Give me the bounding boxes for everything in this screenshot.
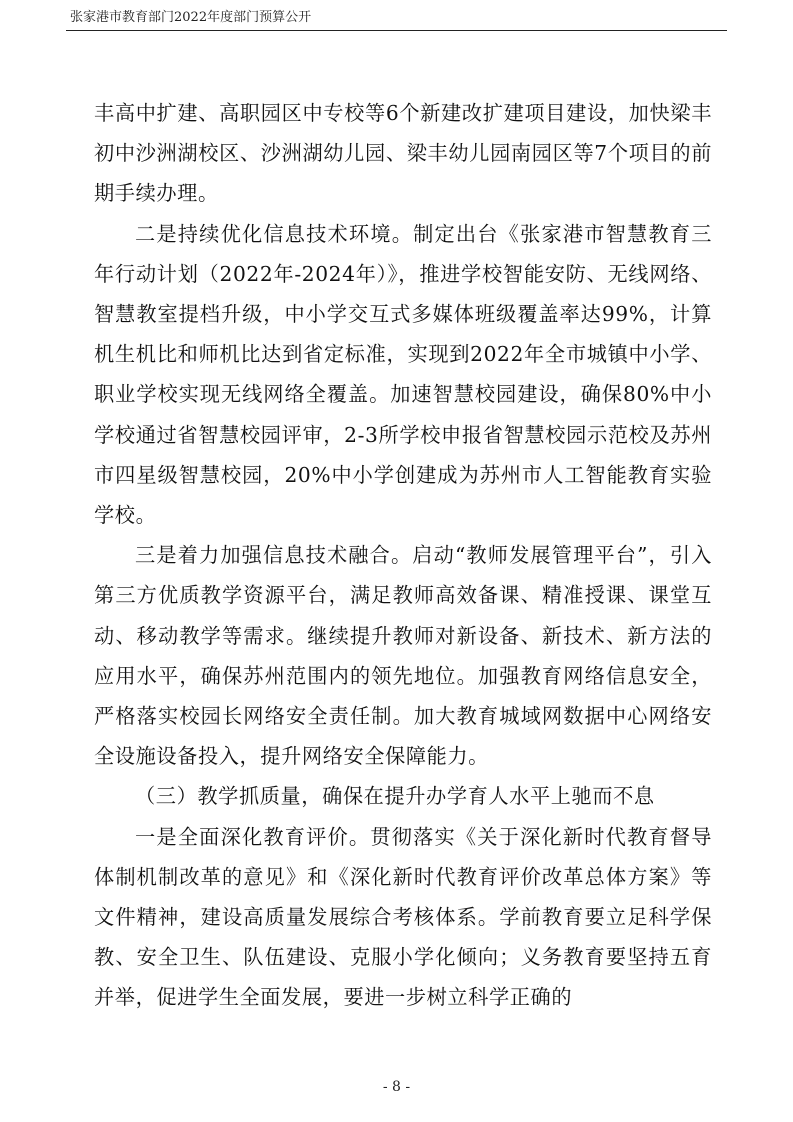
header-divider (66, 30, 727, 31)
page-header-title: 张家港市教育部门2022年度部门预算公开 (70, 10, 312, 25)
paragraph-information-integration: 三是着力加强信息技术融合。启动“教师发展管理平台”，引入第三方优质教学资源平台，满足教师高效备课、精准授课、课堂互动、移动教学等需求。继续提升教师对新设备、新技术、新方法的应用水平，确保苏州范围内的领先地位。加强教育网络信息安全，严格落实校园长网络安全责任制。加大教育城域网数据中心网络安全设施设备投入，提升网络安全保障能力。 (94, 543, 712, 769)
section-heading-teaching-quality: （三）教学抓质量，确保在提升办学育人水平上驰而不息 (135, 784, 655, 809)
page-number: - 8 - (382, 1079, 411, 1095)
paragraph-continuation: 丰高中扩建、高职园区中专校等6个新建改扩建项目建设，加快梁丰初中沙洲湖校区、沙洲湖幼儿园、梁丰幼儿园南园区等7个项目的前期手续办理。 (94, 101, 712, 206)
paragraph-education-evaluation: 一是全面深化教育评价。贯彻落实《关于深化新时代教育督导体制机制改革的意见》和《深化新时代教育评价改革总体方案》等文件精神，建设高质量发展综合考核体系。学前教育要立足科学保教、安全卫生、队伍建设、克服小学化倾向；义务教育要坚持五育并举，促进学生全面发展，要进一步树立科学正确的 (94, 824, 712, 1010)
document-body (94, 93, 712, 1018)
paragraph-information-environment: 二是持续优化信息技术环境。制定出台《张家港市智慧教育三年行动计划（2022年-2024年）》，推进学校智能安防、无线网络、智慧教室提档升级，中小学交互式多媒体班级覆盖率达99%，计算机生机比和师机比达到省定标准，实现到2022年全市城镇中小学、职业学校实现无线网络全覆盖。加速智慧校园建设，确保80%中小学校通过省智慧校园评审，2-3所学校申报省智慧校园示范校及苏州市四星级智慧校园，20%中小学创建成为苏州市人工智能教育实验学校。 (94, 221, 712, 528)
